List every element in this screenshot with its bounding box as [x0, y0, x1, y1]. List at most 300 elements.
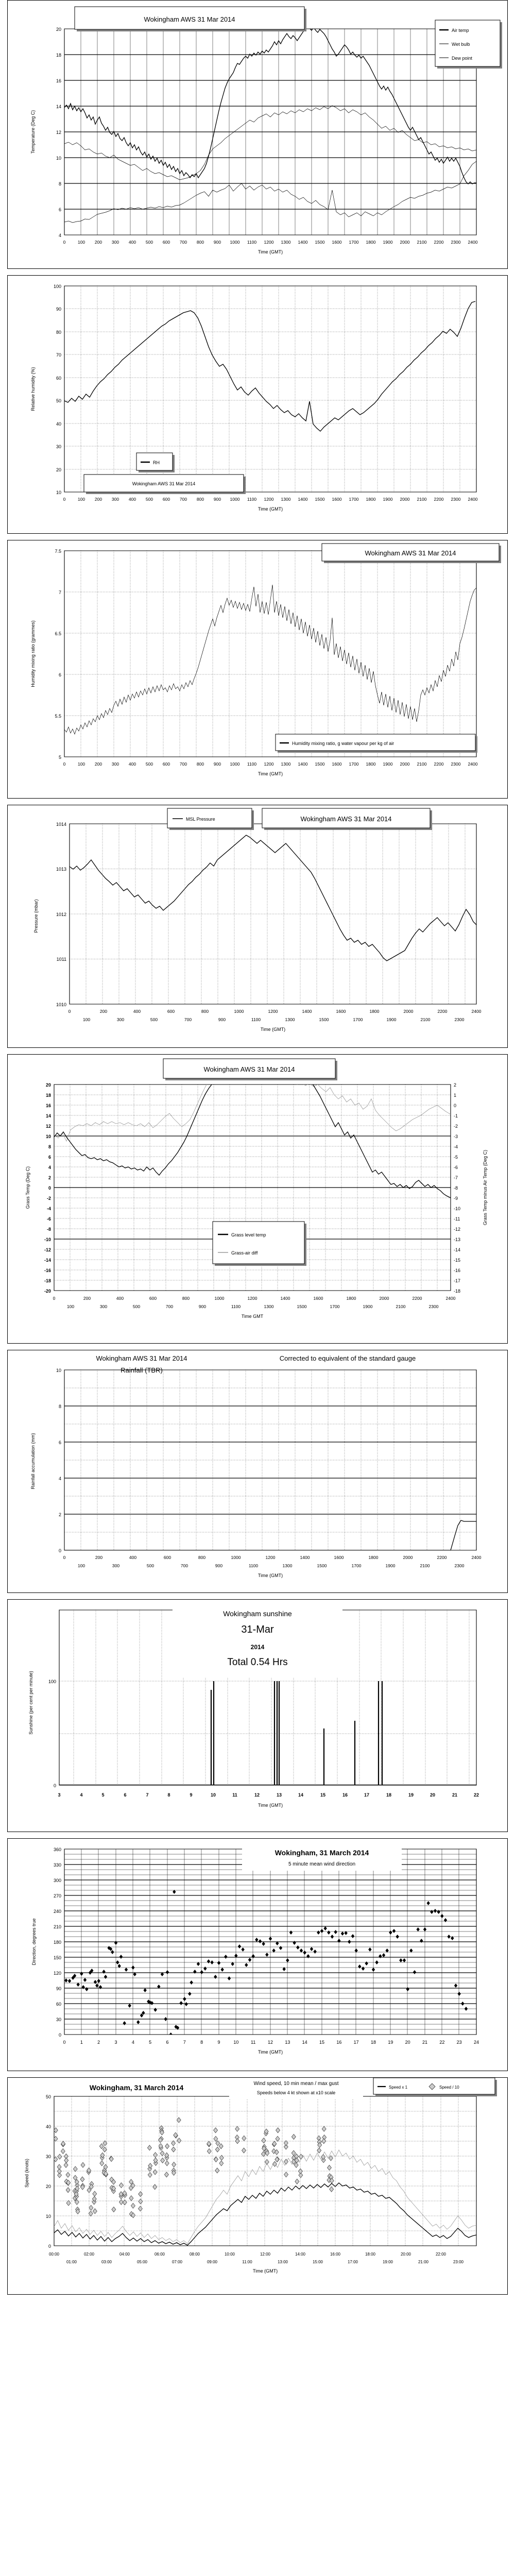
x-tick-label: 5 [149, 2040, 152, 2045]
x-tick-label: 100 [77, 1563, 85, 1568]
x-tick-label: 1900 [383, 761, 393, 767]
x-tick-label: 1300 [285, 1017, 295, 1022]
y-tick-label: 10 [56, 1368, 61, 1373]
y-tick-label: 10 [45, 1134, 51, 1139]
x-tick-label: 1100 [247, 761, 257, 767]
x-tick-label: 2000 [379, 1296, 389, 1301]
x-tick-label: 1800 [368, 1555, 379, 1560]
x-tick-label: 200 [99, 1009, 108, 1014]
y-tick-label-right: -15 [454, 1258, 461, 1263]
y-tick-label: 2 [58, 1512, 61, 1517]
x-tick-label: 19 [388, 2040, 393, 2045]
x-tick-label: 22:00 [435, 2252, 447, 2257]
x-tick-label: 1400 [298, 761, 308, 767]
panel-title: Wokingham AWS 31 Mar 2014 [203, 1065, 295, 1073]
x-tick-label: 10 [210, 1792, 216, 1798]
x-tick-label: 600 [163, 1555, 171, 1560]
panel-subtitle: 5 minute mean wind direction [288, 1861, 356, 1867]
x-tick-label: 1200 [247, 1296, 258, 1301]
x-tick-label: 14 [298, 1792, 304, 1798]
x-axis-label: Time (GMT) [252, 2268, 278, 2274]
x-tick-label: 21 [422, 2040, 428, 2045]
y-tick-label: 5.5 [55, 714, 61, 719]
x-tick-label: 05:00 [136, 2260, 148, 2264]
y-tick-label: 120 [53, 1971, 61, 1976]
x-tick-label: 200 [94, 761, 102, 767]
x-tick-label: 2000 [400, 761, 410, 767]
y-tick-label: 7.5 [55, 549, 61, 554]
x-tick-label: 15:00 [312, 2260, 323, 2264]
x-tick-label: 2100 [417, 240, 427, 245]
x-axis-label: Time (GMT) [258, 2049, 283, 2055]
legend-item-grass-level-temp: Grass level temp [231, 1232, 266, 1238]
y-tick-label: 50 [56, 398, 61, 403]
y-tick-label: 1014 [56, 822, 66, 827]
y-tick-label: 4 [58, 1476, 61, 1481]
y-tick-label-right: -5 [454, 1155, 458, 1160]
legend-item-grass-air-diff: Grass-air diff [231, 1250, 258, 1256]
x-tick-label: 6 [124, 1792, 127, 1798]
x-tick-label: 18:00 [365, 2252, 376, 2257]
x-tick-label: 14 [302, 2040, 307, 2045]
x-tick-label: 22 [439, 2040, 445, 2045]
x-tick-label: 500 [145, 497, 153, 502]
x-tick-label: 8 [167, 1792, 170, 1798]
x-tick-label: 700 [179, 240, 187, 245]
y-tick-label: 300 [53, 1878, 61, 1883]
panel-wind-speed [7, 2077, 508, 2295]
x-tick-label: 300 [116, 1017, 125, 1022]
y-tick-label: 1013 [56, 867, 66, 872]
x-tick-label: 3 [114, 2040, 117, 2045]
y-tick-label: 60 [56, 2002, 61, 2007]
y-tick-label: 18 [56, 53, 61, 58]
x-tick-label: 2300 [451, 240, 461, 245]
y-tick-label-right: -7 [454, 1175, 458, 1180]
x-tick-label: 18 [386, 1792, 392, 1798]
y-axis-label: Relative humidity (%) [30, 367, 36, 411]
x-tick-label: 11 [250, 2040, 256, 2045]
y-tick-label: 6.5 [55, 631, 61, 636]
x-tick-label: 300 [111, 761, 119, 767]
x-tick-label: 20 [405, 2040, 410, 2045]
x-tick-label: 500 [145, 761, 153, 767]
x-tick-label: 400 [128, 497, 136, 502]
y-tick-label: 0 [58, 2032, 61, 2038]
x-tick-label: 400 [133, 1009, 141, 1014]
y-tick-label: 50 [45, 2094, 51, 2099]
panel-title: Wokingham, 31 March 2014 [89, 2083, 184, 2092]
y-tick-label: 14 [45, 1113, 51, 1118]
x-tick-label: 2400 [468, 761, 478, 767]
panel-grass-temperature [7, 1054, 508, 1344]
y-tick-label-right: 0 [454, 1103, 457, 1108]
panel-note: Corrected to equivalent of the standard gauge [279, 1354, 416, 1362]
y-tick-label: 30 [56, 444, 61, 449]
panel-note: Speeds below 4 kt shown at x10 scale [256, 2090, 336, 2095]
x-tick-label: 1500 [315, 240, 325, 245]
x-tick-label: 700 [165, 1304, 174, 1309]
x-tick-label: 12 [254, 1792, 260, 1798]
x-tick-label: 22 [473, 1792, 479, 1798]
x-tick-label: 07:00 [171, 2260, 183, 2264]
y-tick-label: 330 [53, 1862, 61, 1868]
x-tick-label: 200 [94, 240, 102, 245]
x-tick-label: 2000 [400, 497, 410, 502]
panel-title: Wokingham AWS 31 Mar 2014 [132, 481, 196, 486]
x-tick-label: 03:00 [101, 2260, 112, 2264]
y-tick-label: 80 [56, 330, 61, 335]
x-tick-label: 12:00 [260, 2252, 271, 2257]
x-tick-label: 2300 [451, 761, 461, 767]
y-tick-label: 16 [56, 78, 61, 83]
x-tick-label: 2 [97, 2040, 100, 2045]
legend-item-wet-bulb: Wet bulb [452, 42, 470, 47]
y-tick-label: 90 [56, 307, 61, 312]
x-tick-label: 2100 [417, 761, 427, 767]
x-tick-label: 900 [213, 240, 221, 245]
x-tick-label: 1800 [346, 1296, 356, 1301]
x-tick-label: 2000 [400, 240, 410, 245]
panel-title: Wokingham AWS 31 Mar 2014 [144, 15, 235, 23]
x-tick-label: 1700 [353, 1017, 363, 1022]
y-tick-label: 0 [58, 1548, 61, 1553]
x-tick-label: 8 [200, 2040, 203, 2045]
x-axis-label: Time (GMT) [258, 1803, 283, 1808]
panel-total: Total 0.54 Hrs [227, 1657, 288, 1668]
x-tick-label: 2100 [420, 1563, 430, 1568]
y-tick-label: 1010 [56, 1002, 66, 1007]
x-tick-label: 200 [83, 1296, 91, 1301]
y-tick-label: 10 [56, 490, 61, 495]
x-axis-label: Time (GMT) [258, 771, 283, 776]
x-tick-label: 400 [128, 240, 136, 245]
y-tick-label: 0 [48, 1185, 51, 1191]
x-axis-label: Time (GMT) [258, 506, 283, 512]
y-tick-label: 20 [56, 27, 61, 32]
x-tick-label: 23 [456, 2040, 462, 2045]
y-tick-label: 0 [48, 2244, 51, 2249]
x-tick-label: 200 [94, 497, 102, 502]
y-tick-label: 10 [56, 156, 61, 161]
y-tick-label: 90 [56, 1986, 61, 1991]
x-tick-label: 1300 [281, 761, 291, 767]
panel-sunshine [7, 1599, 508, 1832]
y-tick-label-right: -12 [454, 1227, 461, 1232]
x-tick-label: 5 [101, 1792, 105, 1798]
x-tick-label: 800 [201, 1009, 209, 1014]
y-tick-label: 16 [45, 1103, 51, 1108]
x-tick-label: 2000 [403, 1009, 414, 1014]
panel-subtitle: Wind speed, 10 min mean / max gust [253, 2081, 339, 2087]
x-tick-label: 4 [80, 1792, 83, 1798]
x-tick-label: 0 [63, 2040, 66, 2045]
x-tick-label: 500 [150, 1017, 158, 1022]
x-tick-label: 1100 [247, 497, 257, 502]
x-tick-label: 1300 [281, 240, 291, 245]
panel-rainfall [7, 1350, 508, 1593]
x-tick-label: 1500 [315, 761, 325, 767]
x-tick-label: 4 [131, 2040, 134, 2045]
x-tick-label: 1800 [369, 1009, 380, 1014]
x-tick-label: 0 [63, 761, 66, 767]
panel-wind-direction [7, 1838, 508, 2071]
x-tick-label: 100 [82, 1017, 91, 1022]
x-tick-label: 7 [183, 2040, 186, 2045]
x-tick-label: 600 [162, 497, 170, 502]
x-tick-label: 0 [68, 1009, 71, 1014]
x-tick-label: 1500 [319, 1017, 329, 1022]
y-tick-label-right: -16 [454, 1268, 461, 1273]
x-tick-label: 19 [408, 1792, 414, 1798]
x-tick-label: 15 [320, 1792, 326, 1798]
x-tick-label: 2100 [396, 1304, 406, 1309]
x-tick-label: 14:00 [295, 2252, 306, 2257]
x-tick-label: 1000 [234, 1009, 244, 1014]
y-axis-label-right: Grass Temp minus Air Temp (Deg C) [483, 1149, 488, 1226]
x-tick-label: 2400 [468, 240, 478, 245]
y-tick-label-right: -10 [454, 1206, 461, 1211]
y-tick-label-right: -1 [454, 1113, 458, 1118]
x-tick-label: 13 [276, 1792, 282, 1798]
legend-item-speed-div10: Speed / 10 [439, 2085, 459, 2090]
x-tick-label: 7 [146, 1792, 149, 1798]
x-tick-label: 600 [167, 1009, 175, 1014]
x-tick-label: 1100 [231, 1304, 241, 1309]
x-tick-label: 400 [129, 1555, 137, 1560]
x-tick-label: 19:00 [382, 2260, 393, 2264]
x-tick-label: 1800 [366, 497, 376, 502]
x-tick-label: 300 [111, 240, 119, 245]
x-tick-label: 1600 [332, 761, 342, 767]
legend-item-air-temp: Air temp [452, 28, 469, 33]
x-tick-label: 16 [342, 1792, 348, 1798]
y-tick-label: 6 [58, 672, 61, 677]
x-tick-label: 00:00 [48, 2252, 60, 2257]
y-tick-label-right: -9 [454, 1196, 458, 1201]
x-tick-label: 10 [233, 2040, 239, 2045]
x-tick-label: 13 [285, 2040, 290, 2045]
x-tick-label: 17:00 [347, 2260, 358, 2264]
x-tick-label: 2000 [403, 1555, 413, 1560]
x-tick-label: 900 [218, 1017, 226, 1022]
x-tick-label: 24 [473, 2040, 479, 2045]
x-tick-label: 21 [452, 1792, 458, 1798]
x-tick-label: 15 [319, 2040, 325, 2045]
y-tick-label: -20 [44, 1289, 51, 1294]
x-tick-label: 900 [198, 1304, 207, 1309]
x-tick-label: 1900 [385, 1563, 396, 1568]
y-tick-label: -6 [46, 1216, 51, 1222]
y-tick-label: 40 [45, 2124, 51, 2129]
x-tick-label: 1600 [313, 1296, 323, 1301]
y-tick-label: 30 [45, 2154, 51, 2159]
panel-year: 2014 [250, 1643, 265, 1651]
x-tick-label: 23:00 [453, 2260, 464, 2264]
panel-subtitle: 31-Mar [241, 1624, 274, 1635]
x-tick-label: 700 [184, 1017, 192, 1022]
x-tick-label: 100 [77, 497, 85, 502]
x-tick-label: 1500 [297, 1304, 307, 1309]
y-tick-label: -14 [44, 1258, 51, 1263]
panel-relative-humidity [7, 275, 508, 534]
y-tick-label: 210 [53, 1924, 61, 1929]
x-tick-label: 2300 [428, 1304, 439, 1309]
y-tick-label: 8 [48, 1144, 51, 1149]
x-tick-label: 1300 [264, 1304, 274, 1309]
y-tick-label: 8 [58, 1404, 61, 1409]
x-tick-label: 100 [77, 761, 85, 767]
x-tick-label: 2200 [412, 1296, 422, 1301]
y-tick-label: 7 [58, 590, 61, 595]
x-tick-label: 04:00 [119, 2252, 130, 2257]
x-tick-label: 900 [215, 1563, 223, 1568]
x-tick-label: 1200 [264, 240, 274, 245]
y-axis-label: Humidity mixing ratio (grammes) [30, 620, 36, 687]
y-tick-label: 6 [48, 1155, 51, 1160]
x-tick-label: 1900 [386, 1017, 397, 1022]
y-tick-label: -2 [46, 1196, 51, 1201]
y-tick-label: 270 [53, 1893, 61, 1899]
x-tick-label: 2100 [420, 1017, 431, 1022]
y-tick-label: 1012 [56, 912, 66, 917]
x-tick-label: 1900 [383, 240, 393, 245]
x-tick-label: 1200 [264, 761, 274, 767]
x-tick-label: 12 [267, 2040, 273, 2045]
panel-title: Wokingham, 31 March 2014 [274, 1849, 369, 1857]
x-tick-label: 3 [58, 1792, 61, 1798]
y-tick-label-right: 1 [454, 1093, 457, 1098]
y-tick-label: -16 [44, 1268, 51, 1273]
x-tick-label: 300 [99, 1304, 108, 1309]
y-tick-label: 1011 [56, 957, 66, 962]
y-tick-label: 12 [56, 130, 61, 135]
legend-item-dew-point: Dew point [452, 56, 473, 61]
x-tick-label: 11:00 [242, 2260, 252, 2264]
y-tick-label-right: 2 [454, 1082, 457, 1088]
y-tick-label-right: -14 [454, 1247, 461, 1252]
y-tick-label-right: -17 [454, 1278, 461, 1283]
x-tick-label: 1600 [332, 497, 342, 502]
x-tick-label: 1400 [280, 1296, 290, 1301]
x-tick-label: 20 [430, 1792, 436, 1798]
x-tick-label: 02:00 [83, 2252, 95, 2257]
x-tick-label: 900 [213, 497, 221, 502]
y-tick-label-right: -13 [454, 1237, 461, 1242]
x-tick-label: 10:00 [224, 2252, 235, 2257]
y-tick-label: 100 [53, 284, 61, 289]
panel-title: Wokingham AWS 31 Mar 2014 [300, 815, 392, 823]
y-tick-label-right: -11 [454, 1216, 460, 1222]
y-tick-label-right: -4 [454, 1144, 458, 1149]
x-tick-label: 500 [132, 1304, 141, 1309]
panel-title: Wokingham AWS 31 Mar 2014 [365, 549, 456, 557]
x-tick-label: 1200 [265, 1555, 276, 1560]
panel-title: Wokingham AWS 31 Mar 2014 [96, 1354, 187, 1362]
x-tick-label: 1500 [315, 497, 325, 502]
x-tick-label: 16 [336, 2040, 342, 2045]
x-tick-label: 1100 [251, 1017, 261, 1022]
x-tick-label: 400 [128, 761, 136, 767]
x-tick-label: 2300 [454, 1563, 465, 1568]
x-tick-label: 600 [149, 1296, 157, 1301]
y-tick-label: 360 [53, 1847, 61, 1852]
x-axis-label: Time GMT [241, 1314, 264, 1319]
y-tick-label: 8 [58, 181, 61, 187]
x-tick-label: 1600 [334, 1555, 344, 1560]
x-tick-label: 800 [196, 761, 204, 767]
y-tick-label: 150 [53, 1955, 61, 1960]
x-tick-label: 2200 [434, 761, 444, 767]
x-tick-label: 500 [146, 1563, 154, 1568]
x-tick-label: 0 [63, 1555, 66, 1560]
x-tick-label: 500 [145, 240, 153, 245]
x-tick-label: 200 [95, 1555, 103, 1560]
y-tick-label: 180 [53, 1940, 61, 1945]
x-tick-label: 1200 [264, 497, 274, 502]
y-tick-label-right: -18 [454, 1289, 461, 1294]
y-tick-label: 0 [53, 1783, 56, 1788]
x-tick-label: 21:00 [418, 2260, 429, 2264]
y-tick-label: -18 [44, 1278, 51, 1283]
y-tick-label-right: -6 [454, 1165, 458, 1170]
x-tick-label: 1600 [332, 240, 342, 245]
x-tick-label: 9 [217, 2040, 220, 2045]
x-tick-label: 1800 [366, 240, 376, 245]
x-tick-label: 09:00 [207, 2260, 218, 2264]
y-tick-label: 20 [45, 2184, 51, 2189]
x-tick-label: 1300 [282, 1563, 293, 1568]
x-tick-label: 2300 [454, 1017, 465, 1022]
x-tick-label: 0 [53, 1296, 56, 1301]
x-tick-label: 400 [116, 1296, 124, 1301]
y-tick-label: 12 [45, 1124, 51, 1129]
x-tick-label: 08:00 [189, 2252, 200, 2257]
x-tick-label: 06:00 [154, 2252, 165, 2257]
y-tick-label: 240 [53, 1909, 61, 1914]
y-tick-label: 30 [56, 2017, 61, 2022]
x-tick-label: 1700 [349, 761, 359, 767]
x-tick-label: 1700 [349, 497, 359, 502]
y-tick-label: -12 [44, 1247, 51, 1252]
x-tick-label: 2400 [471, 1009, 482, 1014]
panel-title: Wokingham sunshine [223, 1609, 292, 1618]
x-tick-label: 600 [162, 240, 170, 245]
y-axis-label: Grass Temp (Deg C) [25, 1166, 30, 1209]
y-tick-label: 18 [45, 1093, 51, 1098]
y-tick-label: 14 [56, 104, 61, 109]
x-tick-label: 100 [77, 240, 85, 245]
x-tick-label: 1800 [366, 761, 376, 767]
x-tick-label: 1400 [302, 1009, 312, 1014]
x-tick-label: 9 [190, 1792, 193, 1798]
x-tick-label: 1100 [247, 240, 257, 245]
legend-item-rh: RH [153, 460, 160, 465]
x-tick-label: 1000 [214, 1296, 225, 1301]
y-tick-label: 6 [58, 1440, 61, 1445]
x-tick-label: 2400 [471, 1555, 482, 1560]
y-tick-label: 5 [58, 755, 61, 760]
y-tick-label: -4 [46, 1206, 51, 1211]
y-tick-label: 40 [56, 421, 61, 427]
x-axis-label: Time (GMT) [258, 1573, 283, 1578]
panel-humidity-mixing-ratio [7, 540, 508, 799]
x-tick-label: 800 [196, 240, 204, 245]
y-tick-label: 6 [58, 207, 61, 212]
x-tick-label: 800 [198, 1555, 206, 1560]
x-tick-label: 1900 [383, 497, 393, 502]
x-axis-label: Time (GMT) [258, 249, 283, 255]
